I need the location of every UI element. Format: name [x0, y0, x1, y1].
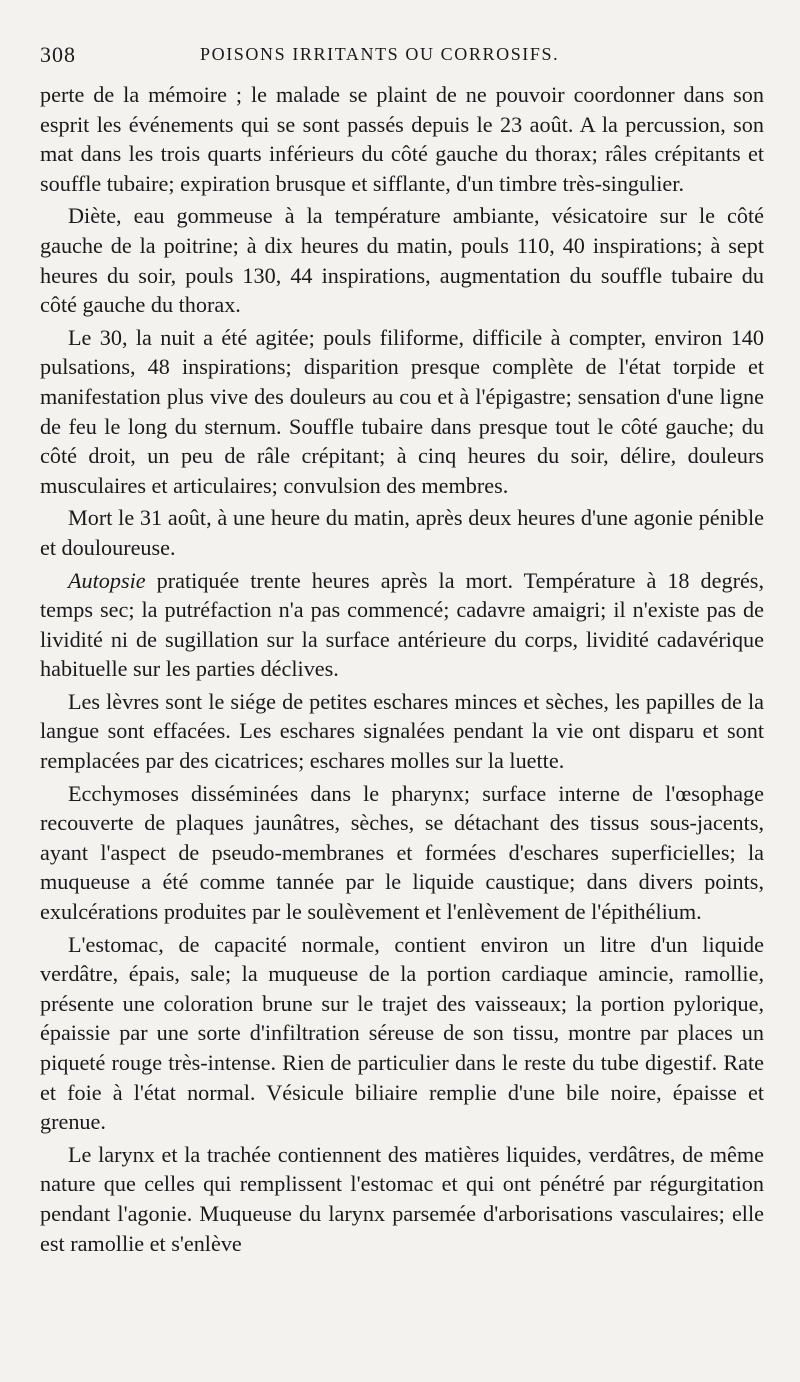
page-header — [40, 34, 764, 78]
paragraph: Le 30, la nuit a été agitée; pouls filiforme, difficile à compter, environ 140 pulsations, 48 inspirations; disparition presque complète de l'état torpide et manifestation plus vive des douleurs au cou et à l'épigastre; sensation d'une ligne de feu le long du sternum. Souffle tubaire dans presque tout le côté gauche; du côté droit, un peu de râle crépitant; à cinq heures du soir, délire, douleurs musculaires et articulaires; convulsion des membres. — [40, 324, 764, 498]
paragraph: Les lèvres sont le siége de petites eschares minces et sèches, les papilles de la langue sont effacées. Les eschares signalées pendant la vie ont disparu et sont remplacées par des cicatrices; eschares molles sur la luette. — [40, 688, 764, 774]
paragraph: L'estomac, de capacité normale, contient environ un litre d'un liquide verdâtre, épais, sale; la muqueuse de la portion cardiaque amincie, ramollie, présente une coloration brune sur le trajet des vaisseaux; la portion pylorique, épaissie par une sorte d'infiltration séreuse de son tissu, montre par places un piqueté rouge très-intense. Rien de particulier dans le reste du tube digestif. Rate et foie à l'état normal. Vésicule biliaire remplie d'une bile noire, épaisse et grenue. — [40, 931, 764, 1135]
page-number: 308 — [40, 42, 76, 67]
body-text — [40, 80, 764, 1258]
running-head: POISONS IRRITANTS OU CORROSIFS. — [200, 44, 560, 64]
paragraph-rest: pratiquée trente heures après la mort. Température à 18 degrés, temps sec; la putréfaction n'a pas commencé; cadavre amaigri; il n'existe pas de lividité ni de sugillation sur la surface antérieure du corps, lividité cadavérique habituelle sur les parties déclives. — [40, 567, 764, 682]
italic-lead: Autopsie — [68, 567, 146, 593]
paragraph-autopsie — [40, 566, 764, 684]
paragraph: Le larynx et la trachée contiennent des matières liquides, verdâtres, de même nature que celles qui remplissent l'estomac et qui ont pénétré par régurgitation pendant l'agonie. Muqueuse du larynx parsemée d'arborisations vasculaires; elle est ramollie et s'enlève — [40, 1141, 764, 1256]
paragraph: Ecchymoses disséminées dans le pharynx; surface interne de l'œsophage recouverte de plaques jaunâtres, sèches, se détachant des tissus sous-jacents, ayant l'aspect de pseudo-membranes et formées d'eschares superficielles; la muqueuse a été comme tannée par le liquide caustique; dans divers points, exulcérations produites par le soulèvement et l'enlèvement de l'épithélium. — [40, 780, 764, 925]
paragraph: perte de la mémoire ; le malade se plaint de ne pouvoir coordonner dans son esprit les événements qui se sont passés depuis le 23 août. A la percussion, son mat dans les trois quarts inférieurs du côté gauche du thorax; râles crépitants et souffle tubaire; expiration brusque et sifflante, d'un timbre très-singulier. — [40, 82, 764, 196]
paragraph: Mort le 31 août, à une heure du matin, après deux heures d'une agonie pénible et douloureuse. — [40, 505, 764, 560]
paragraph: Diète, eau gommeuse à la température ambiante, vésicatoire sur le côté gauche de la poitrine; à dix heures du matin, pouls 110, 40 inspirations; à sept heures du soir, pouls 130, 44 inspirations, augmentation du souffle tubaire du côté gauche du thorax. — [40, 203, 764, 318]
